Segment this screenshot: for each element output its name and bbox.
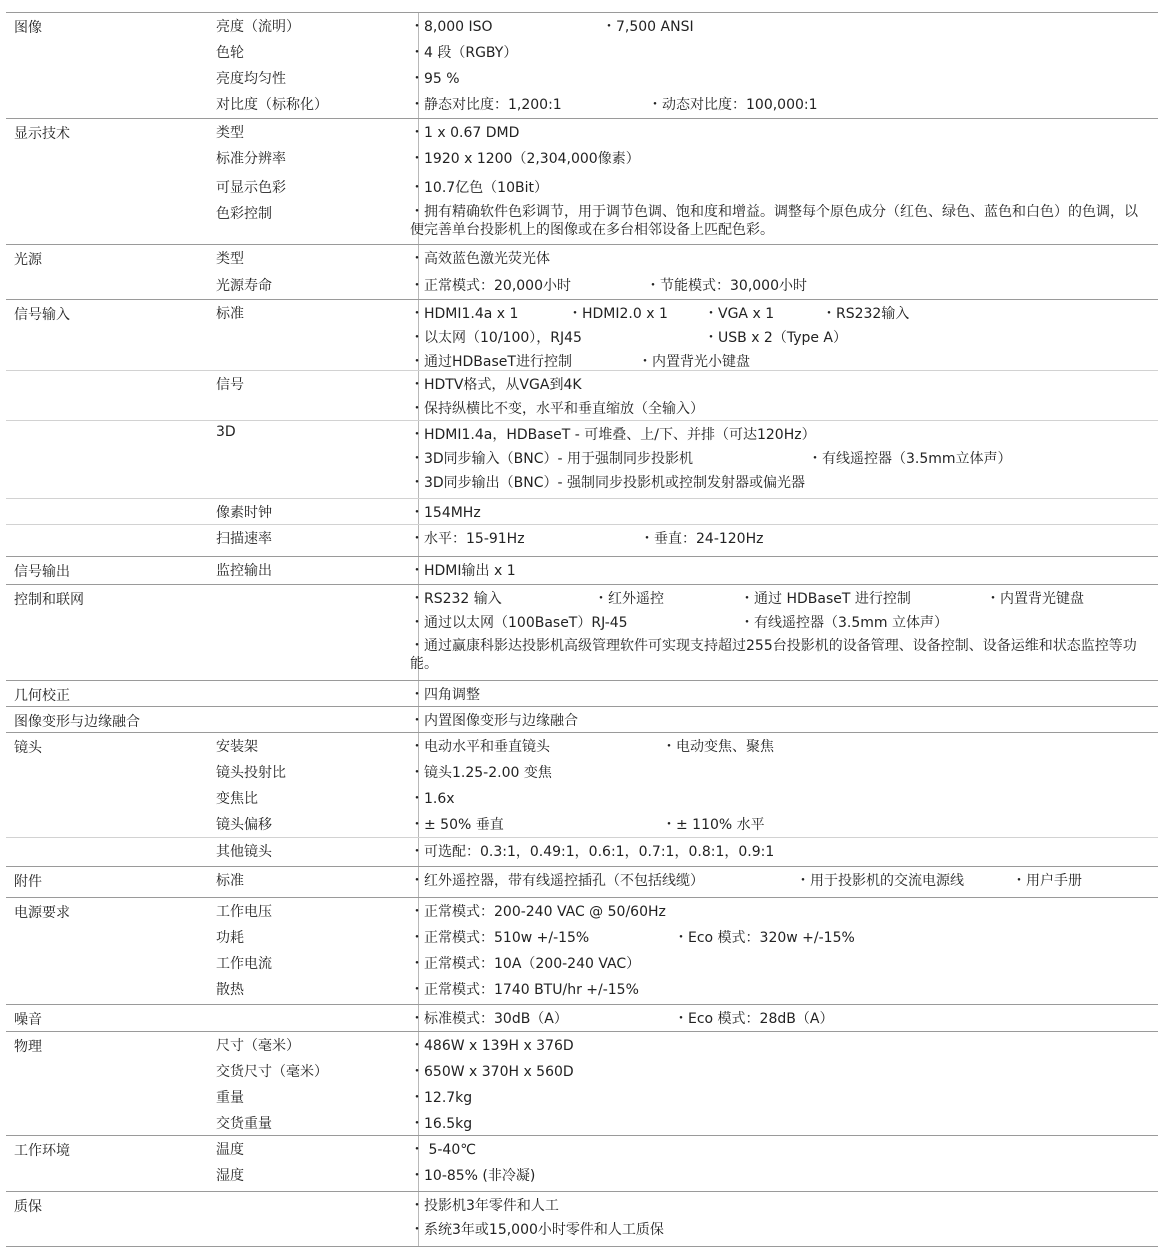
spec-value: ・通过以太网（100BaseT）RJ-45 <box>410 615 628 631</box>
spec-value: ・通过HDBaseT进行控制 <box>410 354 572 370</box>
spec-value: ・电动水平和垂直镜头 <box>410 739 550 755</box>
spec-value-line <box>6 954 1158 974</box>
spec-value-line <box>6 928 1158 948</box>
spec-value: ・HDMI1.4a，HDBaseT - 可堆叠、上/下、并排（可达120Hz） <box>410 427 816 443</box>
spec-value: ・1 x 0.67 DMD <box>410 125 520 141</box>
spec-value-line <box>6 763 1158 783</box>
spec-value-paragraph: ・通过赢康科影达投影机高级管理软件可实现支持超过255台投影机的设备管理、设备控制、设备运维和状态监控等功能。 <box>410 638 1137 672</box>
spec-value-line <box>6 815 1158 835</box>
spec-label: 变焦比 <box>216 791 258 807</box>
spec-label: 温度 <box>216 1142 244 1158</box>
spec-row <box>6 785 1158 811</box>
spec-value: ・水平：15-91Hz <box>410 531 525 547</box>
spec-label: 尺寸（毫米） <box>216 1038 300 1054</box>
spec-value: ・通过 HDBaseT 进行控制 <box>740 591 911 607</box>
spec-value: ・电动变焦、聚焦 <box>662 739 774 755</box>
spec-value-line <box>6 352 1158 372</box>
category-label: 几何校正 <box>14 688 70 704</box>
spec-value-paragraph: ・拥有精确软件色彩调节，用于调节色调、饱和度和增益。调整每个原色成分（红色、绿色、蓝色和白色）的色调，以便完善单台投影机上的图像或在多台相邻设备上匹配色彩。 <box>410 204 1138 238</box>
spec-row <box>6 91 1158 119</box>
spec-value-line <box>6 304 1158 324</box>
spec-value-line <box>6 529 1158 549</box>
spec-value-line <box>6 589 1158 609</box>
spec-row <box>6 200 1158 245</box>
spec-label: 扫描速率 <box>216 531 272 547</box>
spec-value: ・10-85% (非冷凝) <box>410 1168 536 1184</box>
spec-value: ・7,500 ANSI <box>602 19 694 35</box>
spec-row <box>6 733 1158 759</box>
spec-label: 工作电压 <box>216 904 272 920</box>
spec-value: ・正常模式：1740 BTU/hr +/-15% <box>410 982 639 998</box>
category-label: 信号输出 <box>14 564 70 580</box>
spec-value-line <box>6 276 1158 296</box>
spec-section <box>6 732 1158 867</box>
spec-value: ・以太网（10/100），RJ45 <box>410 330 582 346</box>
spec-row <box>6 498 1158 525</box>
category-label: 物理 <box>14 1039 42 1055</box>
spec-value-line <box>6 149 1158 169</box>
spec-label: 类型 <box>216 125 244 141</box>
spec-label: 亮度均匀性 <box>216 71 286 87</box>
spec-value: ・± 50% 垂直 <box>410 817 504 833</box>
spec-row <box>6 681 1158 707</box>
spec-value: ・95 % <box>410 71 460 87</box>
spec-section <box>6 584 1158 681</box>
spec-row <box>6 1136 1158 1162</box>
spec-row <box>6 119 1158 145</box>
spec-value: ・RS232 输入 <box>410 591 502 607</box>
spec-value-line <box>6 17 1158 37</box>
spec-value: ・有线遥控器（3.5mm 立体声） <box>740 615 948 631</box>
spec-value: ・内置图像变形与边缘融合 <box>410 713 578 729</box>
category-label: 电源要求 <box>14 905 70 921</box>
spec-value: ・1920 x 1200（2,304,000像素） <box>410 151 640 167</box>
spec-label: 功耗 <box>216 930 244 946</box>
spec-value-line <box>6 561 1158 581</box>
spec-row <box>6 759 1158 785</box>
category-label: 质保 <box>14 1199 42 1215</box>
spec-value-line <box>6 43 1158 63</box>
spec-value-line <box>6 613 1158 633</box>
spec-label: 对比度（标称化） <box>216 97 328 113</box>
spec-value: ・可选配：0.3:1，0.49:1，0.6:1，0.7:1，0.8:1，0.9:1 <box>410 844 775 860</box>
category-label: 附件 <box>14 874 42 890</box>
spec-label: 标准分辨率 <box>216 151 286 167</box>
spec-value-line <box>6 473 1158 493</box>
spec-value: ・ 5-40℃ <box>410 1142 476 1158</box>
spec-value-line <box>6 399 1158 419</box>
spec-value-line <box>6 789 1158 809</box>
spec-label: 可显示色彩 <box>216 180 286 196</box>
spec-value-line <box>6 249 1158 269</box>
spec-row <box>6 245 1158 272</box>
spec-value: ・垂直：24-120Hz <box>640 531 764 547</box>
spec-value-line <box>6 1009 1158 1029</box>
spec-label: 3D <box>216 424 236 440</box>
spec-row <box>6 65 1158 91</box>
spec-value-line <box>6 711 1158 731</box>
spec-label: 散热 <box>216 982 244 998</box>
spec-label: 色轮 <box>216 45 244 61</box>
spec-row <box>6 976 1158 1005</box>
spec-row <box>6 1192 1158 1246</box>
spec-value: ・正常模式：200-240 VAC @ 50/60Hz <box>410 904 666 920</box>
spec-value: ・正常模式：10A（200-240 VAC） <box>410 956 641 972</box>
spec-value: ・HDMI输出 x 1 <box>410 563 516 579</box>
spec-value: ・内置背光键盘 <box>986 591 1084 607</box>
spec-value-line <box>6 328 1158 348</box>
spec-section <box>6 118 1158 245</box>
category-label: 控制和联网 <box>14 592 84 608</box>
spec-section <box>6 1031 1158 1136</box>
spec-label: 信号 <box>216 377 244 393</box>
spec-label: 重量 <box>216 1090 244 1106</box>
spec-value: ・486W x 139H x 376D <box>410 1038 574 1054</box>
spec-row <box>6 557 1158 585</box>
spec-label: 湿度 <box>216 1168 244 1184</box>
spec-row <box>6 867 1158 898</box>
spec-row <box>6 1032 1158 1058</box>
spec-value: ・高效蓝色激光荧光体 <box>410 251 550 267</box>
spec-value: ・用户手册 <box>1012 873 1082 889</box>
spec-label: 标准 <box>216 873 244 889</box>
spec-value-line <box>6 503 1158 523</box>
spec-section <box>6 1135 1158 1192</box>
spec-value: ・用于投影机的交流电源线 <box>796 873 964 889</box>
spec-value: ・Eco 模式：28dB（A） <box>674 1011 834 1027</box>
spec-label: 亮度（流明） <box>216 19 300 35</box>
spec-row <box>6 1058 1158 1084</box>
spec-value-line <box>6 685 1158 705</box>
spec-row <box>6 707 1158 733</box>
spec-row <box>6 1084 1158 1110</box>
spec-value: ・静态对比度：1,200:1 <box>410 97 562 113</box>
spec-value-line <box>6 1114 1158 1134</box>
spec-row <box>6 950 1158 976</box>
spec-value: ・四角调整 <box>410 687 480 703</box>
spec-row <box>6 13 1158 39</box>
spec-row <box>6 1110 1158 1136</box>
spec-value-line <box>6 95 1158 115</box>
spec-label: 其他镜头 <box>216 844 272 860</box>
spec-value: ・1.6x <box>410 791 455 807</box>
spec-label: 监控输出 <box>216 563 272 579</box>
spec-value: ・HDMI1.4a x 1 <box>410 306 519 322</box>
spec-value-line <box>6 1196 1158 1216</box>
spec-value: ・正常模式：20,000小时 <box>410 278 571 294</box>
spec-row <box>6 837 1158 868</box>
spec-value-line <box>6 1220 1158 1240</box>
spec-value-line <box>6 1062 1158 1082</box>
spec-value: ・投影机3年零件和人工 <box>410 1198 559 1214</box>
spec-row <box>6 1005 1158 1032</box>
spec-section <box>6 706 1158 733</box>
spec-row <box>6 300 1158 370</box>
category-label: 图像 <box>14 20 42 36</box>
spec-value: ・154MHz <box>410 505 481 521</box>
spec-section <box>6 1191 1158 1247</box>
spec-row <box>6 420 1158 499</box>
spec-value-line <box>6 178 1158 198</box>
spec-value: ・4 段（RGBY） <box>410 45 518 61</box>
category-label: 图像变形与边缘融合 <box>14 714 140 730</box>
spec-row <box>6 370 1158 421</box>
spec-value: ・系统3年或15,000小时零件和人工质保 <box>410 1222 664 1238</box>
spec-value-line <box>6 1140 1158 1160</box>
spec-value-line <box>6 737 1158 757</box>
spec-value-line <box>6 449 1158 469</box>
spec-value: ・镜头1.25-2.00 变焦 <box>410 765 552 781</box>
spec-value: ・动态对比度：100,000:1 <box>648 97 818 113</box>
spec-label: 镜头投射比 <box>216 765 286 781</box>
spec-label: 交货重量 <box>216 1116 272 1132</box>
spec-value: ・Eco 模式：320w +/-15% <box>674 930 855 946</box>
spec-value: ・红外遥控 <box>594 591 664 607</box>
spec-section <box>6 244 1158 300</box>
spec-section <box>6 866 1158 898</box>
spec-section <box>6 680 1158 707</box>
spec-value-line <box>6 69 1158 89</box>
spec-value: ・正常模式：510w +/-15% <box>410 930 590 946</box>
category-label: 光源 <box>14 252 42 268</box>
category-label: 噪音 <box>14 1012 42 1028</box>
spec-value: ・3D同步输入（BNC）- 用于强制同步投影机 <box>410 451 694 467</box>
spec-label: 交货尺寸（毫米） <box>216 1064 328 1080</box>
spec-row <box>6 272 1158 300</box>
spec-value: ・± 110% 水平 <box>662 817 765 833</box>
spec-section <box>6 12 1158 119</box>
spec-value: ・16.5kg <box>410 1116 473 1132</box>
category-label: 信号输入 <box>14 307 70 323</box>
category-label: 镜头 <box>14 740 42 756</box>
spec-label: 像素时钟 <box>216 505 272 521</box>
spec-value-line <box>6 1088 1158 1108</box>
spec-value: ・8,000 ISO <box>410 19 493 35</box>
category-label: 显示技术 <box>14 126 70 142</box>
spec-row <box>6 39 1158 65</box>
spec-value-line <box>6 842 1158 862</box>
spec-value-line <box>6 425 1158 445</box>
spec-section <box>6 1004 1158 1032</box>
spec-value: ・RS232输入 <box>822 306 910 322</box>
spec-value-line <box>6 902 1158 922</box>
spec-row <box>6 898 1158 924</box>
spec-label: 工作电流 <box>216 956 272 972</box>
spec-row <box>6 1162 1158 1192</box>
spec-value: ・3D同步输出（BNC）- 强制同步投影机或控制发射器或偏光器 <box>410 475 806 491</box>
spec-value-line <box>6 980 1158 1000</box>
spec-value: ・VGA x 1 <box>704 306 775 322</box>
spec-value: ・HDTV格式，从VGA到4K <box>410 377 582 393</box>
spec-value-line <box>6 123 1158 143</box>
spec-section <box>6 897 1158 1005</box>
spec-row <box>6 585 1158 681</box>
spec-value: ・节能模式：30,000小时 <box>646 278 807 294</box>
spec-row <box>6 145 1158 174</box>
spec-value: ・650W x 370H x 560D <box>410 1064 574 1080</box>
spec-value: ・保持纵横比不变，水平和垂直缩放（全输入） <box>410 401 704 417</box>
spec-section <box>6 299 1158 557</box>
spec-value: ・内置背光小键盘 <box>638 354 750 370</box>
spec-value: ・有线遥控器（3.5mm立体声） <box>808 451 1012 467</box>
spec-row <box>6 811 1158 837</box>
spec-label: 标准 <box>216 306 244 322</box>
spec-value-line <box>6 871 1158 891</box>
spec-row <box>6 524 1158 558</box>
spec-value-line <box>6 1166 1158 1186</box>
spec-value: ・标准模式：30dB（A） <box>410 1011 568 1027</box>
category-label: 工作环境 <box>14 1143 70 1159</box>
spec-label: 类型 <box>216 251 244 267</box>
spec-label: 安装架 <box>216 739 258 755</box>
spec-row <box>6 924 1158 950</box>
spec-value: ・10.7亿色（10Bit） <box>410 180 548 196</box>
spec-value: ・红外遥控器，带有线遥控插孔（不包括线缆） <box>410 873 704 889</box>
spec-value: ・12.7kg <box>410 1090 473 1106</box>
spec-value-line <box>6 375 1158 395</box>
spec-label: 光源寿命 <box>216 278 272 294</box>
spec-label: 色彩控制 <box>216 206 272 222</box>
spec-value: ・HDMI2.0 x 1 <box>568 306 668 322</box>
spec-value-line <box>6 1036 1158 1056</box>
spec-row <box>6 174 1158 200</box>
spec-section <box>6 556 1158 585</box>
spec-value: ・USB x 2（Type A） <box>704 330 848 346</box>
spec-label: 镜头偏移 <box>216 817 272 833</box>
